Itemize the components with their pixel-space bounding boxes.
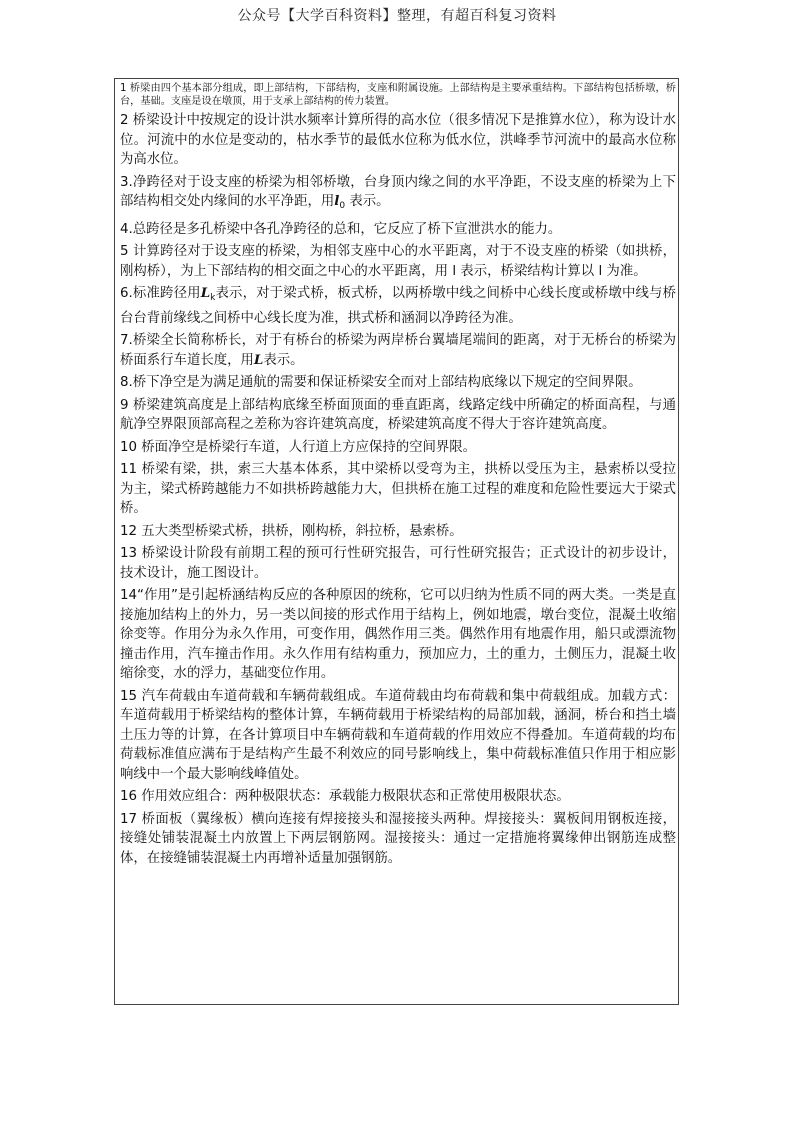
paragraph-3: 3.净跨径对于设支座的桥梁为相邻桥墩，台身顶内缘之间的水平净距，不设支座的桥梁为上下部结构相交处内缘间的水平净距，用$l_0$ 表示。: [120, 174, 676, 211]
bridge-length-symbol: L: [253, 351, 264, 368]
paragraph-11: 11 桥梁有梁，拱，索三大基本体系，其中梁桥以受弯为主，拱桥以受压为主，悬索桥以受拉为主，梁式桥跨越能力不如拱桥跨越能力大，但拱桥在施工过程的难度和危险性要远大于梁式桥。: [120, 462, 676, 516]
paragraph-15: 15 汽车荷载由车道荷载和车辆荷载组成。车道荷载由均布荷载和集中荷载组成。加载方式：车道荷载用于桥梁结构的整体计算，车辆荷载用于桥梁结构的局部加载，涵洞，桥台和挡土墙土压力等的计算，在各计算项目中车辆荷载和车道荷载的作用效应不得叠加。车道荷载的均布荷载标准值应满布于是结构产生最不利效应的同号影响线上，集中荷载标准值只作用于相应影响线中一个最大影响线峰值处。: [120, 688, 676, 782]
paragraph-8: 8.桥下净空是为满足通航的需要和保证桥梁安全而对上部结构底缘以下规定的空间界限。: [120, 375, 642, 390]
paragraph-7: 7.桥梁全长简称桥长，对于有桥台的桥梁为两岸桥台翼墙尾端间的距离，对于无桥台的桥梁为桥面系行车道长度，用L表示。: [120, 333, 676, 368]
paragraph-12: 12 五大类型桥梁式桥，拱桥，刚构桥，斜拉桥，悬索桥。: [120, 523, 463, 539]
paragraph-16: 16 作用效应组合：两种极限状态：承载能力极限状态和正常使用极限状态。: [120, 789, 570, 804]
content-box: [114, 78, 679, 1005]
paragraph-2: 2 桥梁设计中按规定的设计洪水频率计算所得的高水位（很多情况下是推算水位），称为设计水位。河流中的水位是变动的，枯水季节的最低水位称为低水位，洪峰季节河流中的最高水位称为高水位。: [120, 113, 676, 167]
paragraph-13: 13 桥梁设计阶段有前期工程的预可行性研究报告，可行性研究报告；正式设计的初步设计，技术设计，施工图设计。: [120, 546, 676, 581]
paragraph-6: 6.标准跨径用$L_k$表示，对于梁式桥，板式桥，以两桥墩中线之间桥中心线长度或桥墩中线与桥台台背前缘线之间桥中心线长度为准，拱式桥和涵洞以净跨径为准。: [120, 285, 676, 326]
paragraph-1: 1 桥梁由四个基本部分组成，即上部结构，下部结构，支座和附属设施。上部结构是主要承重结构。下部结构包括桥墩，桥台，基础。支座是设在墩顶，用于支承上部结构的传力装置。: [120, 83, 676, 107]
paragraph-17: 17 桥面板（翼缘板）横向连接有焊接接头和湿接接头两种。焊接接头：翼板间用钢板连接，接缝处铺装混凝土内放置上下两层钢筋网。湿接接头：通过一定措施将翼缘伸出钢筋连成整体，在接缝铺装混凝土内再增补适量加强钢筋。: [120, 811, 676, 866]
paragraph-5: 5 计算跨径对于设支座的桥梁，为相邻支座中心的水平距离，对于不设支座的桥梁（如拱桥，刚构桥），为上下部结构的相交面之中心的水平距离，用 l 表示，桥梁结构计算以 l 为准。: [120, 244, 676, 279]
page-header: 公众号【大学百科资料】整理，有超百科复习资料: [237, 8, 557, 24]
paragraph-14: 14“作用”是引起桥涵结构反应的各种原因的统称，它可以归纳为性质不同的两大类。一类是直接施加结构上的外力，另一类以间接的形式作用于结构上，例如地震，墩台变位，混凝土收缩徐变等。作用分为永久作用，可变作用，偶然作用三类。偶然作用有地震作用，船只或漂流物撞击作用，汽车撞击作用。永久作用有结构重力，预加应力，土的重力，土侧压力，混凝土收缩徐变，水的浮力，基础变位作用。: [120, 588, 676, 681]
clear-span-symbol: l: [334, 193, 340, 209]
standard-span-symbol: L: [200, 285, 211, 301]
paragraph-9: 9 桥梁建筑高度是上部结构底缘至桥面顶面的垂直距离，线路定线中所确定的桥面高程，与通航净空界限顶部高程之差称为容许建筑高度，桥梁建筑高度不得大于容许建筑高度。: [120, 397, 676, 432]
paragraph-10: 10 桥面净空是桥梁行车道，人行道上方应保持的空间界限。: [120, 439, 477, 455]
paragraph-4: 4.总跨径是多孔桥梁中各孔净跨径的总和，它反应了桥下宣泄洪水的能力。: [120, 221, 562, 237]
